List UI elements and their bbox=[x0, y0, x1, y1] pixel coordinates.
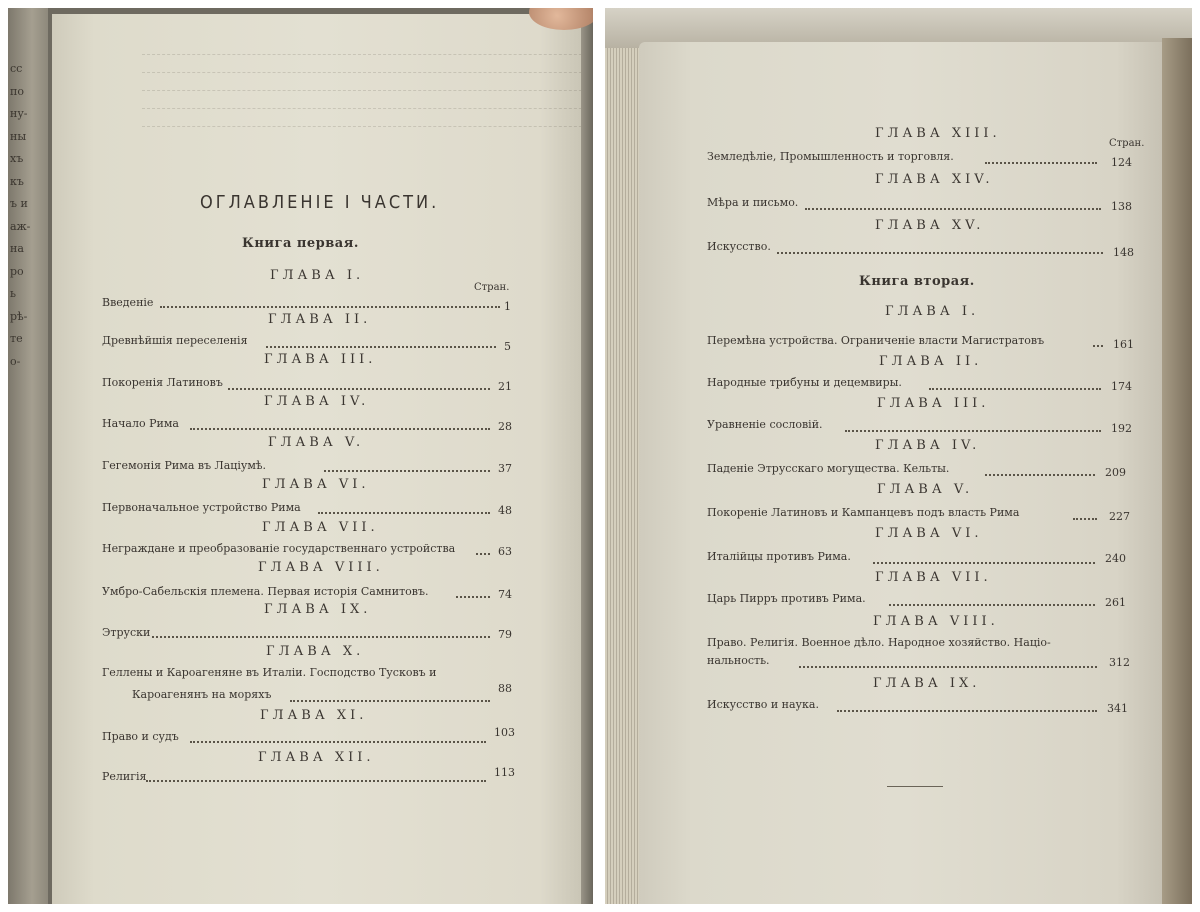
page-number: 37 bbox=[498, 462, 512, 475]
chapter-heading: ГЛАВА III. bbox=[264, 352, 377, 367]
page-number: 79 bbox=[498, 628, 512, 641]
chapter-heading: ГЛАВА V. bbox=[877, 482, 974, 497]
leader-dots bbox=[845, 430, 1101, 432]
left-page bbox=[52, 14, 582, 904]
page-number: 74 bbox=[498, 588, 512, 601]
page-number: 240 bbox=[1105, 552, 1126, 565]
leader-dots bbox=[1073, 518, 1097, 520]
chapter-heading: ГЛАВА VII. bbox=[875, 570, 992, 585]
leader-dots bbox=[152, 636, 490, 638]
chapter-title: Право и судъ bbox=[102, 730, 179, 743]
leader-dots bbox=[228, 388, 490, 390]
chapter-title: Древнѣйшія переселенія bbox=[102, 334, 248, 347]
book-spine bbox=[1162, 38, 1192, 904]
leader-dots bbox=[805, 208, 1101, 210]
chapter-title: Умбро-Сабельскія племена. Первая исторія Самнитовъ. bbox=[102, 585, 429, 598]
chapter-title: Покореніе Латиновъ и Кампанцевъ подъ власть Рима bbox=[707, 506, 1020, 519]
bleed-through-text bbox=[142, 44, 593, 164]
leader-dots bbox=[777, 252, 1103, 254]
facing-page-text-fragments: сс по ну- ны хъ къ ъ и аж- на ро ь рѣ- те о- bbox=[10, 62, 31, 368]
leader-dots bbox=[1093, 345, 1103, 347]
chapter-title: Гегемонія Рима въ Лаціумѣ. bbox=[102, 459, 267, 472]
chapter-heading: ГЛАВА II. bbox=[879, 354, 983, 369]
chapter-title: Геллены и Кароагеняне въ Италіи. Господство Тусковъ и bbox=[102, 666, 437, 679]
left-page-photo bbox=[8, 8, 593, 904]
page-column-label: Стран. bbox=[1109, 138, 1145, 149]
leader-dots bbox=[190, 428, 490, 430]
chapter-heading: ГЛАВА IV. bbox=[264, 394, 370, 409]
chapter-title: Начало Рима bbox=[102, 417, 179, 430]
page-number: 148 bbox=[1113, 246, 1134, 259]
page-number: 103 bbox=[494, 726, 515, 739]
chapter-heading: ГЛАВА VII. bbox=[262, 520, 379, 535]
chapter-heading: ГЛАВА VI. bbox=[875, 526, 983, 541]
chapter-title: Этруски bbox=[102, 626, 151, 639]
page-number: 209 bbox=[1105, 466, 1126, 479]
chapter-heading: ГЛАВА I. bbox=[885, 304, 980, 319]
chapter-title: Введеніе bbox=[102, 296, 154, 309]
chapter-title: Уравненіе сословій. bbox=[707, 418, 823, 431]
right-page bbox=[639, 42, 1169, 904]
chapter-heading: ГЛАВА X. bbox=[266, 644, 365, 659]
chapter-title: Народные трибуны и децемвиры. bbox=[707, 376, 902, 389]
chapter-title-continued: нальность. bbox=[707, 654, 770, 667]
page-number: 21 bbox=[498, 380, 512, 393]
chapter-heading: ГЛАВА VIII. bbox=[258, 560, 384, 575]
page-number: 5 bbox=[504, 340, 511, 353]
toc-title: ОГЛАВЛЕНІЕ I ЧАСТИ. bbox=[200, 192, 440, 213]
page-number: 312 bbox=[1109, 656, 1130, 669]
page-column-label: Стран. bbox=[474, 282, 510, 293]
chapter-title: Право. Религія. Военное дѣло. Народное хозяйство. Націо- bbox=[707, 636, 1051, 649]
leader-dots bbox=[837, 710, 1097, 712]
chapter-heading: ГЛАВА IV. bbox=[875, 438, 981, 453]
chapter-title: Земледѣліе, Промышленность и торговля. bbox=[707, 150, 954, 163]
page-number: 174 bbox=[1111, 380, 1132, 393]
chapter-title: Искусство и наука. bbox=[707, 698, 819, 711]
page-number: 161 bbox=[1113, 338, 1134, 351]
chapter-heading: ГЛАВА XII. bbox=[258, 750, 375, 765]
chapter-heading: ГЛАВА IX. bbox=[873, 676, 981, 691]
chapter-title: Царь Пирръ противъ Рима. bbox=[707, 592, 866, 605]
leader-dots bbox=[929, 388, 1101, 390]
chapter-title: Покоренія Латиновъ bbox=[102, 376, 223, 389]
leader-dots bbox=[190, 741, 486, 743]
leader-dots bbox=[985, 162, 1097, 164]
page-number: 227 bbox=[1109, 510, 1130, 523]
chapter-title: Первоначальное устройство Рима bbox=[102, 501, 301, 514]
page-number: 28 bbox=[498, 420, 512, 433]
leader-dots bbox=[266, 346, 496, 348]
page-number: 124 bbox=[1111, 156, 1132, 169]
chapter-heading: ГЛАВА XIII. bbox=[875, 126, 1001, 141]
chapter-heading: ГЛАВА VI. bbox=[262, 477, 370, 492]
chapter-title: Мѣра и письмо. bbox=[707, 196, 799, 209]
leader-dots bbox=[889, 604, 1095, 606]
page-number: 261 bbox=[1105, 596, 1126, 609]
chapter-title: Неграждане и преобразованіе государственнаго устройства bbox=[102, 542, 456, 555]
page-number: 1 bbox=[504, 300, 511, 313]
chapter-heading: ГЛАВА I. bbox=[270, 268, 365, 283]
chapter-heading: ГЛАВА IX. bbox=[264, 602, 372, 617]
leader-dots bbox=[160, 306, 500, 308]
book-heading: Книга вторая. bbox=[859, 274, 975, 289]
page-number: 88 bbox=[498, 682, 512, 695]
chapter-heading: ГЛАВА II. bbox=[268, 312, 372, 327]
leader-dots bbox=[476, 553, 490, 555]
chapter-heading: ГЛАВА VIII. bbox=[873, 614, 999, 629]
chapter-heading: ГЛАВА XIV. bbox=[875, 172, 994, 187]
chapter-title: Религія bbox=[102, 770, 147, 783]
chapter-title: Искусство. bbox=[707, 240, 771, 253]
facing-page-edge bbox=[8, 8, 48, 904]
chapter-title: Паденіе Этрусскаго могущества. Кельты. bbox=[707, 462, 950, 475]
chapter-heading: ГЛАВА III. bbox=[877, 396, 990, 411]
right-page-photo bbox=[605, 8, 1192, 904]
leader-dots bbox=[799, 666, 1097, 668]
page-number: 113 bbox=[494, 766, 515, 779]
chapter-heading: ГЛАВА V. bbox=[268, 435, 365, 450]
page-gutter bbox=[581, 8, 593, 904]
chapter-title: Перемѣна устройства. Ограниченіе власти Магистратовъ bbox=[707, 334, 1045, 347]
leader-dots bbox=[290, 700, 490, 702]
leader-dots bbox=[324, 470, 490, 472]
chapter-heading: ГЛАВА XV. bbox=[875, 218, 985, 233]
leader-dots bbox=[318, 512, 490, 514]
page-number: 341 bbox=[1107, 702, 1128, 715]
book-heading: Книга первая. bbox=[242, 236, 359, 251]
leader-dots bbox=[146, 780, 486, 782]
leader-dots bbox=[985, 474, 1095, 476]
chapter-title-continued: Кароагенянъ на моряхъ bbox=[132, 688, 272, 701]
end-ornament bbox=[887, 786, 943, 787]
chapter-title: Италійцы противъ Рима. bbox=[707, 550, 851, 563]
page-number: 192 bbox=[1111, 422, 1132, 435]
page-number: 63 bbox=[498, 545, 512, 558]
chapter-heading: ГЛАВА XI. bbox=[260, 708, 368, 723]
leader-dots bbox=[873, 562, 1095, 564]
leader-dots bbox=[456, 596, 490, 598]
page-number: 138 bbox=[1111, 200, 1132, 213]
page-number: 48 bbox=[498, 504, 512, 517]
